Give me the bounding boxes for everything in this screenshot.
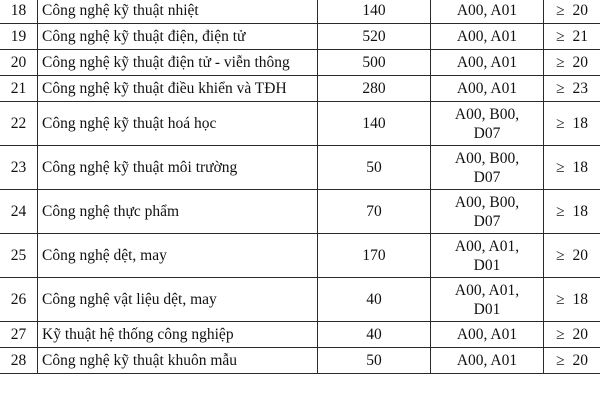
quota-value: 500 [318, 50, 431, 76]
subject-blocks: A00, A01 [431, 348, 544, 374]
table-row [0, 50, 600, 76]
ge-symbol: ≥ [555, 326, 565, 343]
table-row [0, 234, 600, 278]
table-row [0, 322, 600, 348]
subject-blocks-line-2: D07 [473, 124, 501, 142]
subject-blocks-line-1: A00, B00, [454, 105, 520, 123]
ge-symbol: ≥ [555, 291, 565, 308]
subject-blocks-line-2: D01 [473, 300, 501, 318]
subject-blocks-line-1: A00, A01, [454, 281, 520, 299]
quota-value: 140 [318, 0, 431, 24]
quota-value: 50 [318, 348, 431, 374]
quota-value: 170 [318, 234, 431, 278]
subject-blocks [431, 278, 544, 322]
row-number: 26 [0, 278, 38, 322]
min-score [544, 234, 600, 278]
program-name: Công nghệ kỹ thuật khuôn mẫu [38, 348, 318, 374]
min-score [544, 24, 600, 50]
row-number: 19 [0, 24, 38, 50]
subject-blocks-line-1: A00, B00, [454, 193, 520, 211]
min-score [544, 190, 600, 234]
table-row [0, 102, 600, 146]
quota-value: 280 [318, 76, 431, 102]
table-row [0, 146, 600, 190]
ge-symbol: ≥ [555, 159, 565, 176]
row-number: 18 [0, 0, 38, 24]
row-number: 21 [0, 76, 38, 102]
min-score [544, 76, 600, 102]
subject-blocks: A00, A01 [431, 0, 544, 24]
table-row [0, 0, 600, 24]
score-value: 18 [572, 115, 588, 132]
score-value: 20 [572, 54, 588, 71]
min-score [544, 50, 600, 76]
quota-value: 40 [318, 278, 431, 322]
subject-blocks [431, 190, 544, 234]
row-number: 25 [0, 234, 38, 278]
quota-value: 70 [318, 190, 431, 234]
table-row [0, 190, 600, 234]
subject-blocks-line-1: A00, A01, [454, 237, 520, 255]
score-value: 18 [572, 291, 588, 308]
program-name: Kỹ thuật hệ thống công nghiệp [38, 322, 318, 348]
quota-value: 520 [318, 24, 431, 50]
quota-value: 140 [318, 102, 431, 146]
row-number: 27 [0, 322, 38, 348]
score-value: 18 [572, 203, 588, 220]
min-score [544, 0, 600, 24]
min-score [544, 348, 600, 374]
table-row [0, 24, 600, 50]
quota-value: 40 [318, 322, 431, 348]
min-score [544, 146, 600, 190]
program-name: Công nghệ kỹ thuật điện tử - viễn thông [38, 50, 318, 76]
row-number: 22 [0, 102, 38, 146]
program-name: Công nghệ dệt, may [38, 234, 318, 278]
program-name: Công nghệ kỹ thuật điện, điện tử [38, 24, 318, 50]
row-number: 24 [0, 190, 38, 234]
row-number: 23 [0, 146, 38, 190]
subject-blocks: A00, A01 [431, 322, 544, 348]
ge-symbol: ≥ [555, 115, 565, 132]
program-name: Công nghệ vật liệu dệt, may [38, 278, 318, 322]
subject-blocks: A00, A01 [431, 50, 544, 76]
table-row [0, 348, 600, 374]
ge-symbol: ≥ [555, 352, 565, 369]
subject-blocks [431, 234, 544, 278]
ge-symbol: ≥ [555, 247, 565, 264]
program-name: Công nghệ kỹ thuật hoá học [38, 102, 318, 146]
table-row [0, 278, 600, 322]
subject-blocks [431, 102, 544, 146]
subject-blocks [431, 146, 544, 190]
program-name: Công nghệ kỹ thuật nhiệt [38, 0, 318, 24]
table-row [0, 76, 600, 102]
program-name: Công nghệ kỹ thuật môi trường [38, 146, 318, 190]
subject-blocks-line-2: D01 [473, 256, 501, 274]
program-name: Công nghệ kỹ thuật điều khiển và TĐH [38, 76, 318, 102]
subject-blocks: A00, A01 [431, 76, 544, 102]
score-value: 20 [572, 2, 588, 19]
program-name: Công nghệ thực phẩm [38, 190, 318, 234]
row-number: 28 [0, 348, 38, 374]
score-value: 20 [572, 247, 588, 264]
score-value: 18 [572, 159, 588, 176]
min-score [544, 102, 600, 146]
subject-blocks-line-2: D07 [473, 168, 501, 186]
subject-blocks: A00, A01 [431, 24, 544, 50]
min-score [544, 278, 600, 322]
quota-value: 50 [318, 146, 431, 190]
score-value: 21 [572, 28, 588, 45]
row-number: 20 [0, 50, 38, 76]
ge-symbol: ≥ [555, 54, 565, 71]
ge-symbol: ≥ [555, 203, 565, 220]
score-value: 23 [572, 80, 588, 97]
ge-symbol: ≥ [555, 2, 565, 19]
min-score [544, 322, 600, 348]
ge-symbol: ≥ [555, 28, 565, 45]
subject-blocks-line-1: A00, B00, [454, 149, 520, 167]
ge-symbol: ≥ [555, 80, 565, 97]
score-value: 20 [572, 326, 588, 343]
score-value: 20 [572, 352, 588, 369]
subject-blocks-line-2: D07 [473, 212, 501, 230]
